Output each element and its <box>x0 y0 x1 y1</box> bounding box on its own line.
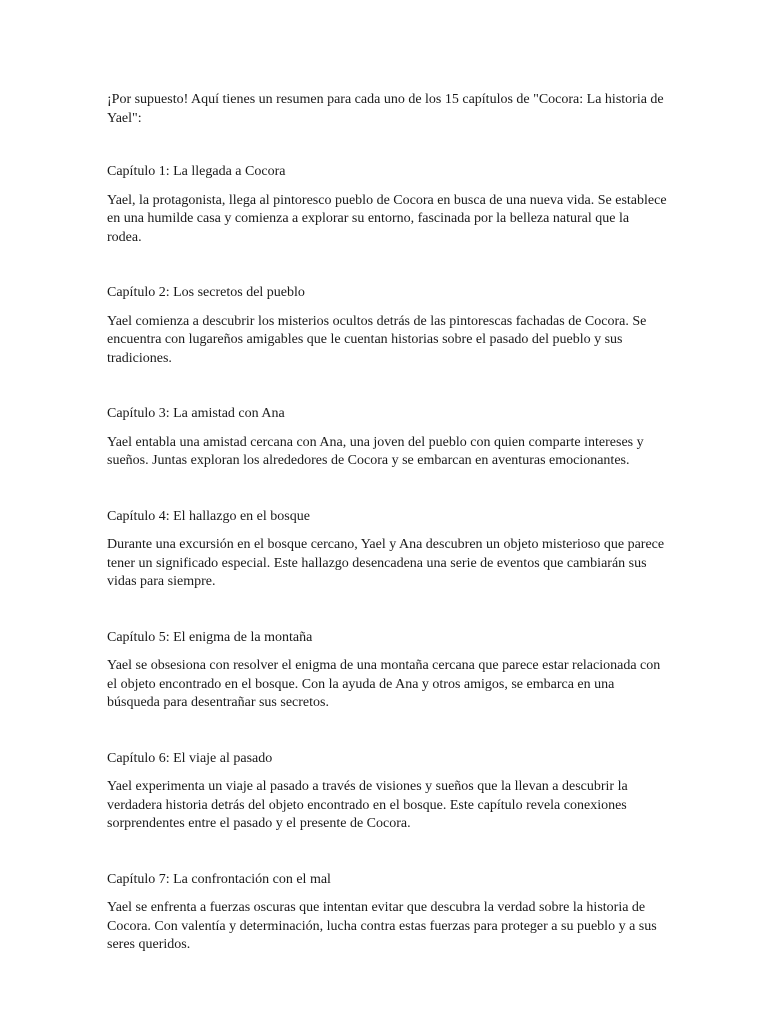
chapter-title: Capítulo 5: El enigma de la montaña <box>107 629 313 645</box>
chapter-summary: Yael comienza a descubrir los misterios ocultos detrás de las pintorescas fachadas de Cocora. Se encuentra con lugareños amigables que le cuentan historias sobre el pasado del pueblo y sus tradiciones. <box>107 313 647 366</box>
chapter-section <box>107 163 667 247</box>
chapter-summary: Yael, la protagonista, llega al pintoresco pueblo de Cocora en busca de una nueva vida. Se establece en una humilde casa y comienza a explorar su entorno, fascinada por la belleza natural que la rodea. <box>107 192 667 245</box>
chapter-title: Capítulo 3: La amistad con Ana <box>107 406 285 421</box>
chapter-summary: Yael se obsesiona con resolver el enigma de una montaña cercana que parece estar relacionada con el objeto encontrado en el bosque. Con la ayuda de Ana y otros amigos, se embarca en una búsqueda para desentrañar sus secretos. <box>107 658 661 710</box>
document-content <box>107 91 667 992</box>
intro-paragraph: ¡Por supuesto! Aquí tienes un resumen para cada uno de los 15 capítulos de "Cocora: La historia de Yael": <box>107 92 664 126</box>
chapter-summary: Yael experimenta un viaje al pasado a través de visiones y sueños que la llevan a descubrir la verdadera historia detrás del objeto encontrado en el bosque. Este capítulo revela conexiones sorprendentes entre el pasado y el presente de Cocora. <box>107 779 628 831</box>
chapter-title: Capítulo 6: El viaje al pasado <box>107 750 273 766</box>
chapter-section <box>107 405 667 471</box>
chapter-title: Capítulo 1: La llegada a Cocora <box>107 164 286 179</box>
chapter-summary: Yael se enfrenta a fuerzas oscuras que intentan evitar que descubra la verdad sobre la historia de Cocora. Con valentía y determinación, lucha contra estas fuerzas para proteger a su pueblo y a sus seres queridos. <box>107 900 657 952</box>
chapter-section <box>107 629 667 713</box>
chapter-title: Capítulo 4: El hallazgo en el bosque <box>107 508 310 524</box>
chapter-section <box>107 871 667 955</box>
chapter-section <box>107 750 667 834</box>
chapter-title: Capítulo 7: La confrontación con el mal <box>107 871 331 887</box>
chapter-section <box>107 284 667 368</box>
chapter-title: Capítulo 2: Los secretos del pueblo <box>107 285 305 300</box>
chapter-section <box>107 508 667 592</box>
chapter-summary: Durante una excursión en el bosque cercano, Yael y Ana descubren un objeto misterioso que parece tener un significado especial. Este hallazgo desencadena una serie de eventos que cambiarán sus vidas para siempre. <box>107 537 665 589</box>
chapter-summary: Yael entabla una amistad cercana con Ana, una joven del pueblo con quien comparte intereses y sueños. Juntas exploran los alrededores de Cocora y se embarcan en aventuras emocionantes. <box>107 434 644 468</box>
